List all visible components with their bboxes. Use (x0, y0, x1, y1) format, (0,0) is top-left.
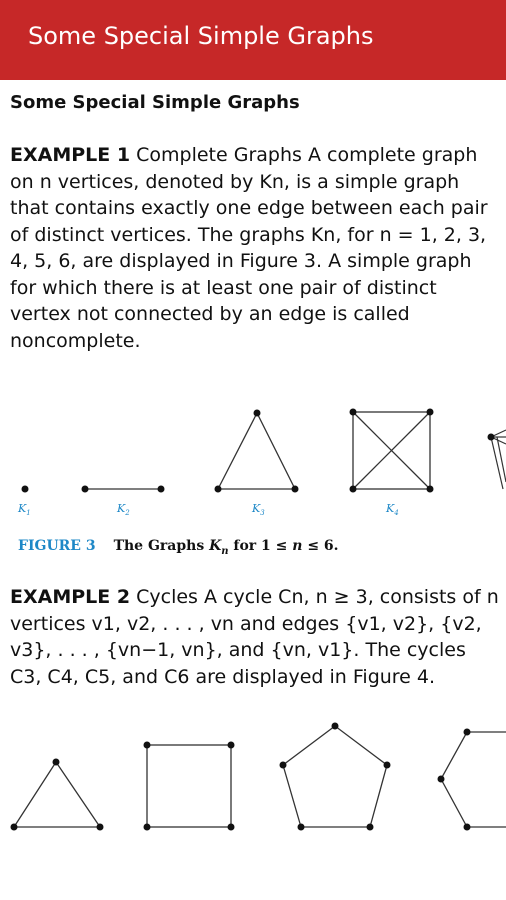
vertex (350, 486, 357, 493)
graph-c4 (144, 742, 235, 831)
caption-text: for 1 ≤ (228, 538, 293, 554)
example-1-label: EXAMPLE 1 (10, 144, 131, 166)
vertex (144, 824, 151, 831)
vertex (332, 723, 339, 730)
page-heading: Some Special Simple Graphs (10, 92, 300, 113)
example-1-paragraph (10, 142, 500, 354)
app-bar (0, 0, 506, 80)
figure-3-caption (18, 538, 339, 557)
label-k3: $K_3$ (252, 502, 265, 517)
graph-k1 (22, 486, 29, 493)
vertex (228, 824, 235, 831)
caption-var: n (292, 538, 303, 554)
edge (14, 762, 100, 827)
vertex (350, 409, 357, 416)
app-bar-title: Some Special Simple Graphs (28, 22, 374, 50)
figure-3-number: FIGURE 3 (18, 538, 96, 554)
example-2-label: EXAMPLE 2 (10, 586, 131, 608)
caption-text: The Graphs (113, 538, 210, 554)
edge (257, 413, 295, 489)
edge (283, 726, 387, 827)
vertex (144, 742, 151, 749)
vertex (82, 486, 89, 493)
edge (147, 745, 231, 827)
edge (218, 413, 257, 489)
vertex (384, 762, 391, 769)
figure-4 (0, 716, 506, 836)
vertex (464, 729, 471, 736)
vertex (11, 824, 18, 831)
vertex (427, 486, 434, 493)
vertex (22, 486, 29, 493)
caption-text: ≤ 6. (302, 538, 339, 554)
caption-sub: n (221, 545, 229, 557)
graph-k3 (215, 410, 299, 493)
vertex (367, 824, 374, 831)
vertex (280, 762, 287, 769)
edge (491, 437, 503, 489)
example-1-text: Complete Graphs A complete graph on n vertices, denoted by Kn, is a simple graph that contains exactly one edge between each pair of distinct vertices. The graphs Kn, for n = 1, 2, 3, 4, 5, 6, are displayed in Figure 3. A simple graph for which there is at least one pair of distinct vertex not connected by an edge is called noncomplete. (10, 144, 488, 352)
example-2-paragraph (10, 584, 500, 690)
vertex (464, 824, 471, 831)
example-2-text: Cycles A cycle Cn, n ≥ 3, consists of n vertices v1, v2, . . . , vn and edges {v1, v2}, {v2, v3}, . . . , {vn−1, vn}, and {vn, v1}. The cycles C3, C4, C5, and C6 are displayed in Figure 4. (10, 586, 499, 688)
vertex (254, 410, 261, 417)
figure-3 (0, 400, 506, 560)
caption-var: K (209, 538, 222, 554)
label-k2: $K_2$ (117, 502, 130, 517)
vertex (427, 409, 434, 416)
vertex (228, 742, 235, 749)
graph-k4 (350, 409, 434, 493)
edge (441, 732, 506, 827)
vertex (215, 486, 222, 493)
label-k1: $K_1$ (18, 502, 31, 517)
figure-4-graphs (0, 716, 506, 836)
graph-c3 (11, 759, 104, 831)
label-k4: $K_4$ (386, 502, 399, 517)
vertex (292, 486, 299, 493)
graph-k5-partial (488, 430, 506, 489)
figure-3-graphs (0, 400, 506, 530)
vertex (488, 434, 495, 441)
vertex (438, 776, 445, 783)
graph-c6-partial (438, 729, 506, 831)
vertex (298, 824, 305, 831)
graph-c5 (280, 723, 391, 831)
vertex (158, 486, 165, 493)
graph-k2 (82, 486, 165, 493)
content-area[interactable] (0, 80, 506, 900)
vertex (97, 824, 104, 831)
vertex (53, 759, 60, 766)
